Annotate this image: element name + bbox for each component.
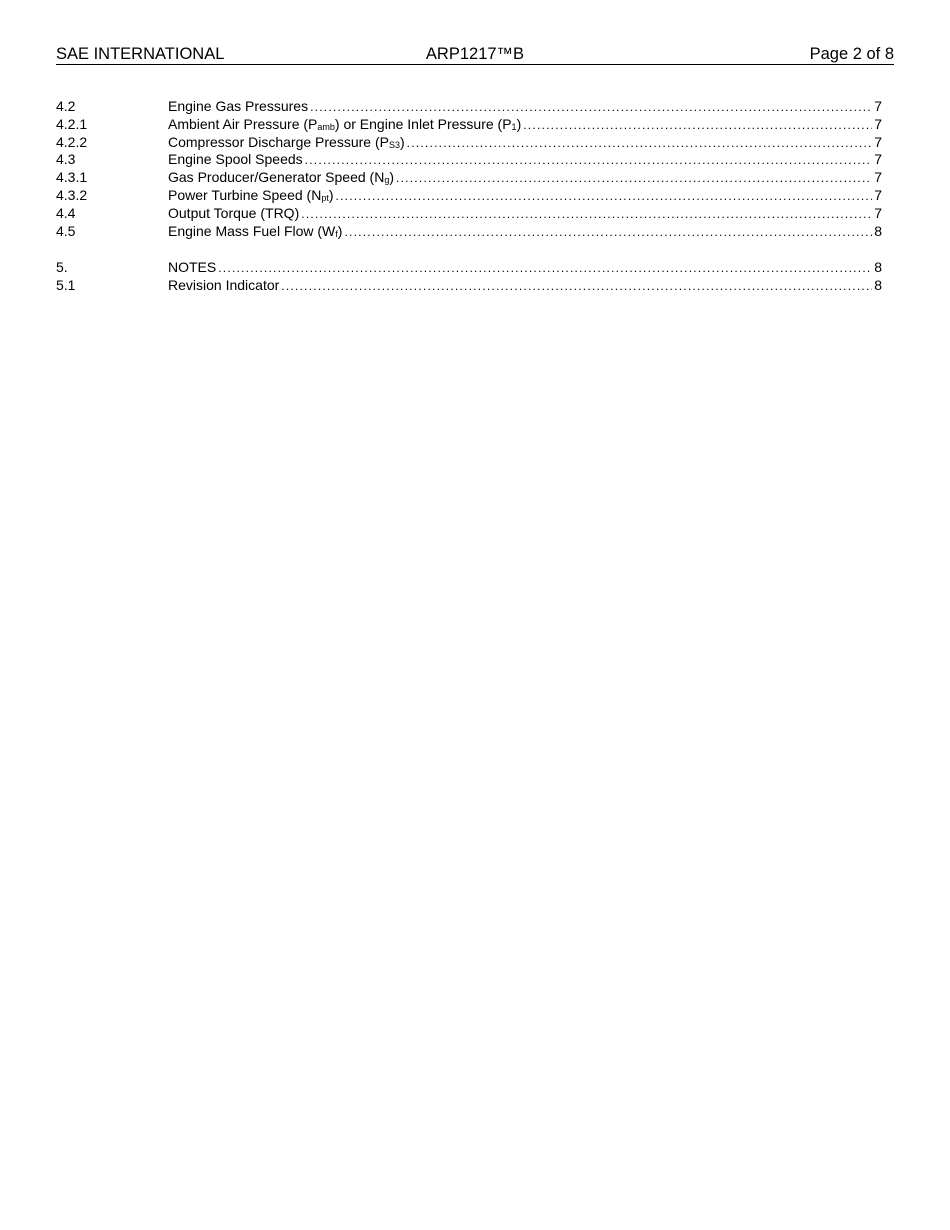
toc-entry-4-3[interactable] [56,151,882,169]
toc-entry-page: 7 [874,98,882,114]
page-indicator: Page 2 of 8 [809,45,894,63]
toc-entry-number: 4.3.1 [56,169,88,186]
toc-entry-number: 4.4 [56,204,76,221]
toc-entry-number: 4.3 [56,151,76,168]
subscript: amb [317,121,335,132]
toc-entry-page: 8 [874,277,882,294]
toc-entry-page: 7 [874,169,882,186]
toc-entry-4-3-2[interactable] [56,187,882,205]
toc-entry-4-2-1[interactable] [56,116,882,134]
toc-entry-5-1[interactable] [56,277,882,295]
page-header [56,44,894,65]
toc-entry-title: Gas Producer/Generator Speed $(N_g)$ [168,169,395,186]
dot-leader [305,151,873,170]
table-of-contents [56,98,882,295]
dot-leader [344,223,872,242]
subscript: S3 [388,139,400,150]
toc-entry-5[interactable] [56,259,882,277]
dot-leader [407,134,873,153]
toc-entry-number: 4.3.2 [56,186,88,203]
toc-entry-title: NOTES [168,259,217,276]
toc-entry-number: 5.1 [56,277,76,294]
toc-entry-title: Power Turbine Speed $(N_{pt})$ [168,186,334,203]
toc-entry-title: Output Torque (TRQ) [168,204,300,221]
toc-entry-number: 4.2.2 [56,133,88,150]
toc-entry-page: 7 [874,115,882,132]
toc-entry-title: Ambient Air Pressure $(P_{amb})$ or Engine Inlet Pressure $(P_1)$ [168,115,522,132]
toc-entry-4-5[interactable] [56,223,882,241]
dot-leader [336,187,873,206]
subscript: f [335,228,338,239]
toc-entry-number: 4.5 [56,222,76,239]
document-number: ARP1217™B [425,45,525,63]
toc-entry-page: 7 [874,186,882,203]
toc-entry-title: Engine Spool Speeds [168,151,303,168]
dot-leader [301,205,872,224]
dot-leader [218,259,872,278]
toc-entry-number: 4.2 [56,98,76,114]
toc-entry-4-2-2[interactable] [56,134,882,152]
toc-entry-4-3-1[interactable] [56,169,882,187]
toc-entry-number: 4.2.1 [56,115,88,132]
dot-leader [310,98,872,117]
toc-entry-4-4[interactable] [56,205,882,223]
organization-name: SAE INTERNATIONAL [56,45,225,63]
toc-entry-4-2[interactable] [56,98,882,116]
toc-entry-page: 8 [874,222,882,239]
dot-leader [281,277,872,296]
toc-entry-page: 8 [874,259,882,276]
toc-entry-title: Compressor Discharge Pressure $(P_{S3})$ [168,133,405,150]
subscript: g [384,175,390,186]
toc-entry-title: Engine Gas Pressures [168,98,309,114]
toc-entry-page: 7 [874,204,882,221]
dot-leader [523,116,872,135]
subscript: pt [321,192,329,203]
toc-entry-page: 7 [874,133,882,150]
toc-entry-title: Engine Mass Fuel Flow $(W_f)$ [168,222,343,239]
toc-entry-number: 5. [56,259,68,276]
toc-entry-title: Revision Indicator [168,277,280,294]
subscript: 1 [511,121,517,132]
toc-entry-page: 7 [874,151,882,168]
dot-leader [396,169,872,188]
